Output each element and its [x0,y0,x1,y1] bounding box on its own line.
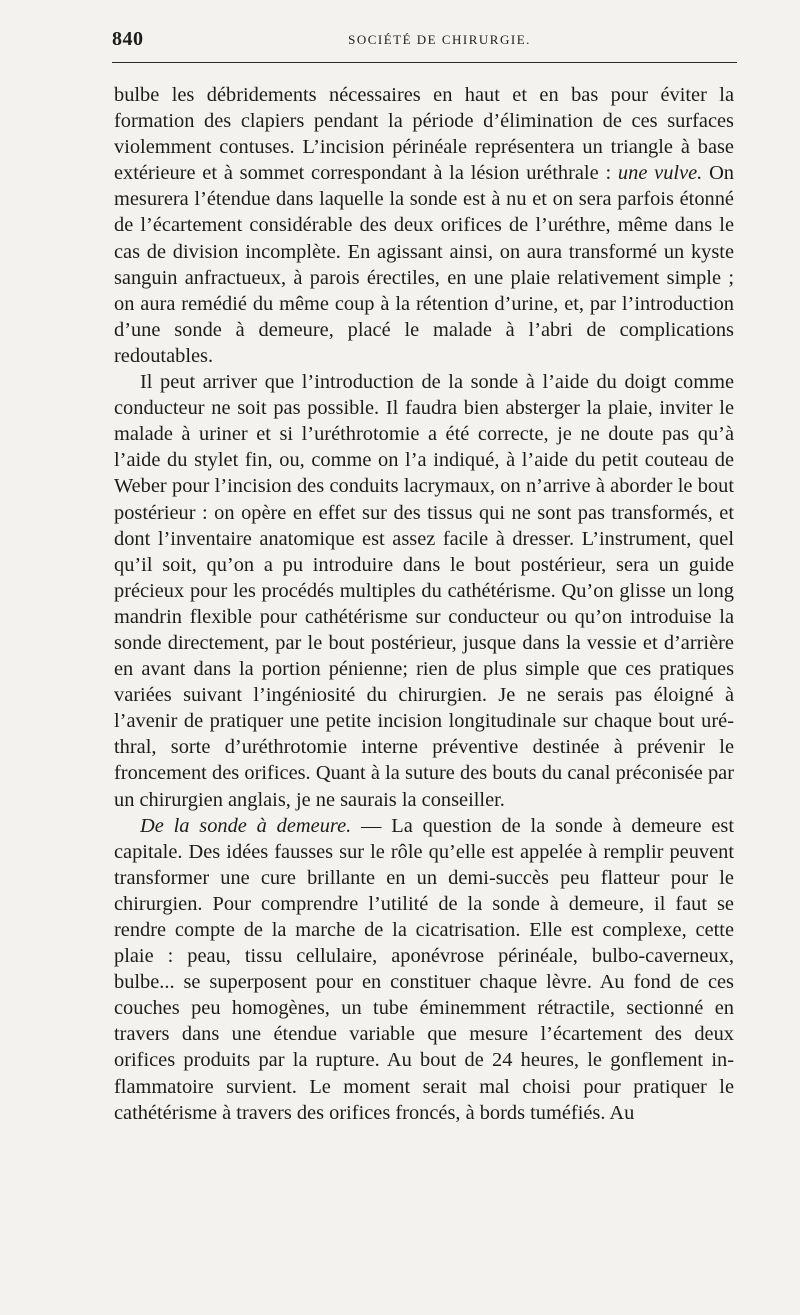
header-rule [112,62,737,63]
paragraph-2-text: Il peut arriver que l’introduction de la sonde à l’aide du doigt comme conducteur ne soit pas possible. Il faudra bien absterger la plaie, inviter le malade à uriner et si l’uréthrotomie a été correcte, je ne doute pas qu’à l’aide du stylet fin, ou, comme on l’a indiqué, à l’aide du petit couteau de Weber pour l’incision des conduits lacrymaux, on n’arrive à aborder le bout postérieur : on opère en effet sur des tissus qui ne sont pas transformés, et dont l’inventaire anatomique est assez facile à dresser. L’instrument, quel qu’il soit, qu’on a pu introduire dans le bout postérieur, sera un guide précieux pour les procédés multiples du cathétérisme. Qu’on glisse un long mandrin flexible pour cathétérisme sur conducteur ou qu’on introduise la sonde directement, par le bout postérieur, jusque dans la vessie et d’arrière en avant dans la portion pénienne; rien de plus simple que ces pratiques variées suivant l’ingéniosité du chirurgien. Je ne serais pas éloigné à l’avenir de pratiquer une petite incision longitudinale sur chaque bout uréthral, sorte d’uréthrotomie interne préventive destinée à prévenir le froncement des orifices. Quant à la suture des bouts du canal préconisée par un chirurgien anglais, je ne saurais la conseiller. [114,371,734,811]
section-heading-sonde-a-demeure: De la sonde à demeure. [140,814,352,837]
running-head [112,28,737,54]
body-text [114,82,734,1126]
paragraph-1-text-before: bulbe les débridements nécessaires en haut et en bas pour éviter la formation des clapiers pendant la période d’élimination de ces surfaces violemment contuses. L’incision périnéale représentera un triangle à base extérieure et à sommet correspondant à la lésion uréthrale : [114,84,734,185]
paragraph-3 [114,813,734,1126]
running-title: SOCIÉTÉ DE CHIRURGIE. [348,32,531,47]
paragraph-1 [114,82,734,369]
page-number: 840 [112,28,144,50]
paragraph-1-text-after: On mesurera l’étendue dans laquelle la sonde est à nu et on sera parfois étonné de l’écartement considérable des deux orifices de l’uréthre, même dans le cas de division incomplète. En agissant ainsi, on aura transformé un kyste sanguin anfractueux, à parois érectiles, en une plaie relativement simple ; on aura remédié du même coup à la rétention d’urine, et, par l’introduction d’une sonde à demeure, placé le malade à l’abri de complications redoutables. [114,162,735,367]
paragraph-3-text: — La question de la sonde à demeure est capitale. Des idées fausses sur le rôle qu’elle est appelée à remplir peuvent transformer une cure brillante en un demi-succès peu flatteur pour le chirurgien. Pour comprendre l’utilité de la sonde à demeure, il faut se rendre compte de la marche de la cicatrisation. Elle est complexe, cette plaie : peau, tissu cellulaire, aponévrose périnéale, bulbo-caverneux, bulbe... se superposent pour en constituer chaque lèvre. Au fond de ces couches peu homogènes, un tube éminemment rétractile, sectionné en travers dans une étendue variable que mesure l’écartement des deux orifices produits par la rupture. Au bout de 24 heures, le gonflement inflammatoire survient. Le moment serait mal choisi pour pratiquer le cathétérisme à travers des orifices froncés, à bords tuméfiés. Au [114,814,734,1124]
paragraph-2 [114,369,734,813]
paragraph-1-emphasis: une vulve. [617,162,703,185]
